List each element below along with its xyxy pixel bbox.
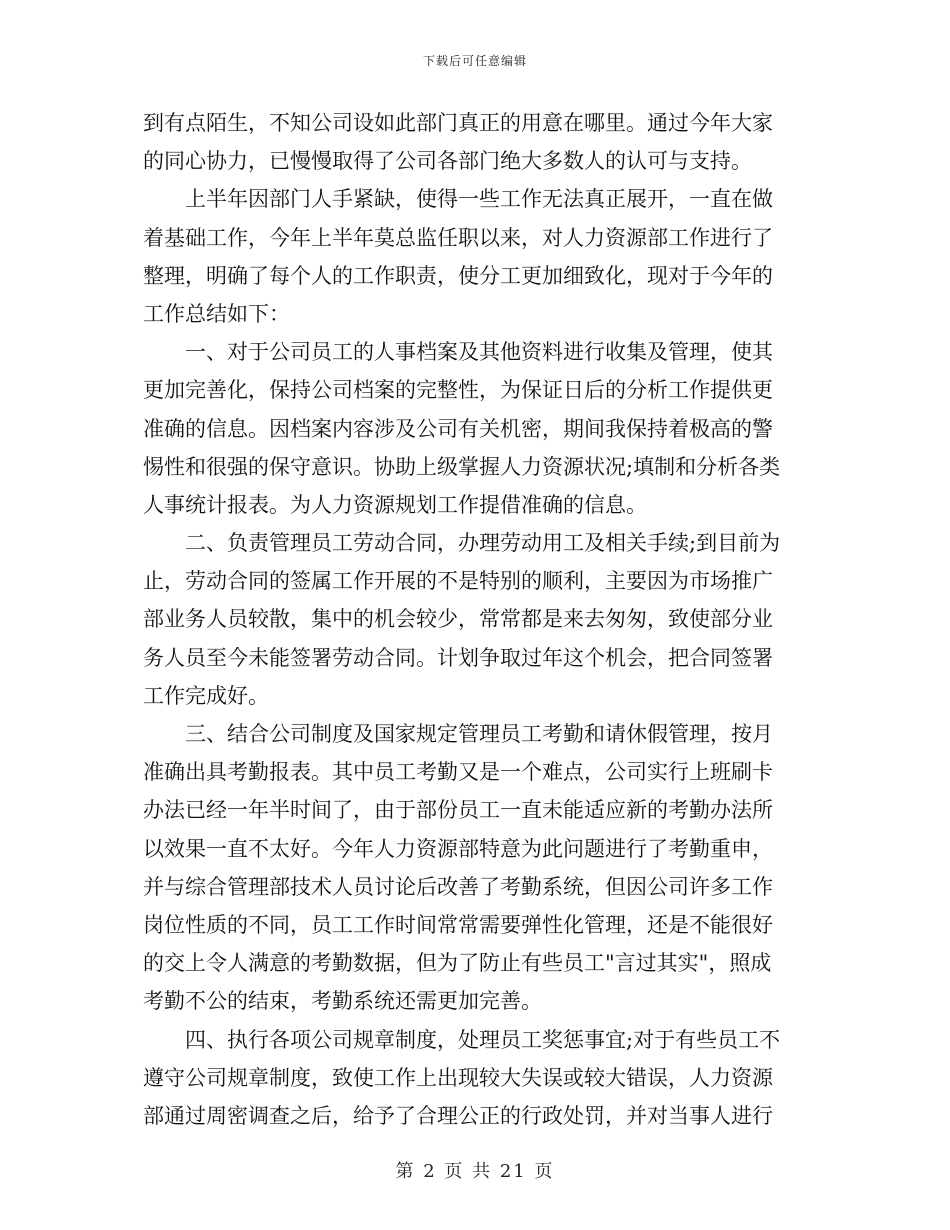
text-line: 务人员至今未能签署劳动合同。计划争取过年这个机会，把合同签署 (143, 645, 773, 670)
text-line: 四、执行各项公司规章制度，处理员工奖惩事宜;对于有些员工不 (143, 1027, 781, 1052)
page-number-footer: 第 2 页 共 21 页 (395, 1161, 555, 1182)
text-line: 并与综合管理部技术人员讨论后改善了考勤系统，但因公司许多工作 (143, 874, 773, 899)
page-header: 下载后可任意编辑 (422, 54, 527, 68)
text-line: 准确出具考勤报表。其中员工考勤又是一个难点，公司实行上班刷卡 (143, 760, 773, 785)
text-line: 的同心协力，已慢慢取得了公司各部门绝大多数人的认可与支持。 (143, 149, 752, 174)
text-line: 部通过周密调查之后，给予了合理公正的行政处罚，并对当事人进行 (143, 1103, 773, 1128)
text-line: 工作完成好。 (143, 683, 269, 708)
document-body (143, 104, 811, 1135)
text-line: 遵守公司规章制度，致使工作上出现较大失误或较大错误，人力资源 (143, 1065, 773, 1090)
text-line: 的交上令人满意的考勤数据，但为了防止有些员工"言过其实"，照成 (143, 951, 772, 976)
text-line: 办法已经一年半时间了，由于部份员工一直未能适应新的考勤办法所 (143, 798, 773, 823)
text-line: 考勤不公的结束，考勤系统还需更加完善。 (143, 989, 542, 1014)
text-line: 部业务人员较散，集中的机会较少，常常都是来去匆匆，致使部分业 (143, 607, 773, 632)
text-line: 到有点陌生，不知公司设如此部门真正的用意在哪里。通过今年大家 (143, 111, 773, 135)
text-line: 二、负责管理员工劳动合同，办理劳动用工及相关手续;到目前为 (143, 531, 781, 556)
text-line: 止，劳动合同的签属工作开展的不是特别的顺利，主要因为市场推广 (143, 569, 773, 594)
text-line: 岗位性质的不同，员工工作时间常常需要弹性化管理，还是不能很好 (143, 912, 773, 937)
text-line: 惕性和很强的保守意识。协助上级掌握人力资源状况;填制和分析各类 (143, 454, 781, 479)
text-line: 三、结合公司制度及国家规定管理员工考勤和请休假管理，按月 (143, 722, 773, 746)
text-line: 人事统计报表。为人力资源规划工作提借准确的信息。 (143, 492, 647, 517)
text-line: 工作总结如下： (143, 301, 290, 326)
text-line: 更加完善化，保持公司档案的完整性，为保证日后的分析工作提供更 (143, 378, 773, 403)
text-line: 准确的信息。因档案内容涉及公司有关机密，期间我保持着极高的警 (143, 416, 773, 441)
text-line: 以效果一直不太好。今年人力资源部特意为此问题进行了考勤重申， (143, 836, 773, 861)
text-line: 一、对于公司员工的人事档案及其他资料进行收集及管理，使其 (143, 340, 773, 365)
text-line: 上半年因部门人手紧缺，使得一些工作无法真正展开，一直在做 (143, 187, 773, 212)
text-line: 着基础工作，今年上半年莫总监任职以来，对人力资源部工作进行了 (143, 225, 773, 250)
text-line: 整理，明确了每个人的工作职责，使分工更加细致化，现对于今年的 (143, 263, 773, 288)
